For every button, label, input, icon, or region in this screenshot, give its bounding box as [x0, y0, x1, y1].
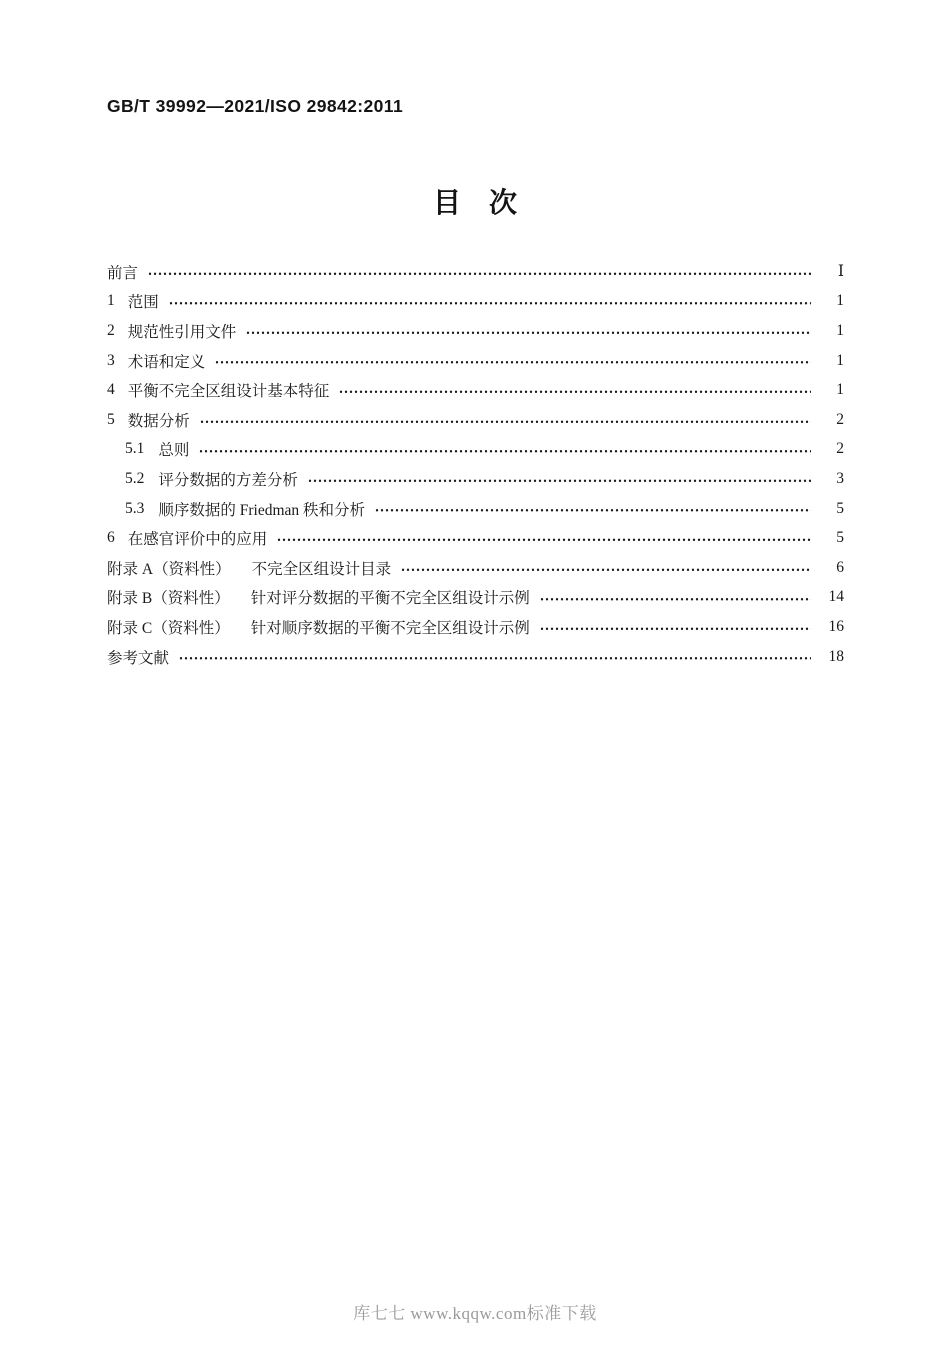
watermark-text: 库七七 www.kqqw.com标准下载 [353, 1304, 597, 1323]
toc-entry-page: 6 [836, 558, 844, 576]
toc-entry-label: 参考文献 [107, 649, 170, 667]
toc-entry-page: 16 [828, 617, 844, 635]
toc-entry-page: 14 [828, 588, 844, 606]
toc-entry-page: 5 [836, 529, 844, 547]
toc-entry-number: 附录 B（资料性） [107, 590, 230, 608]
toc-entry-page: 18 [828, 647, 844, 665]
toc-entry [107, 464, 844, 494]
toc-entry-page: 1 [836, 381, 844, 399]
toc-entry-label: 范围 [127, 294, 159, 312]
toc-entry [107, 316, 844, 346]
standard-number: GB/T 39992—2021/ISO 29842:2011 [107, 96, 404, 116]
toc-entry-number: 5.3 [125, 499, 145, 517]
dot-leader [215, 346, 811, 376]
toc-entry [107, 553, 844, 583]
toc-entry-label: 顺序数据的 Friedman 秩和分析 [158, 501, 366, 519]
dot-leader [179, 642, 811, 672]
toc-entry-label: 总则 [158, 442, 190, 460]
toc-entry-page: 5 [836, 499, 844, 517]
toc-entry-label: 术语和定义 [127, 353, 206, 371]
toc-entry-page: Ⅰ [837, 263, 844, 281]
toc-entry [107, 287, 844, 317]
toc-entry-number: 2 [107, 321, 115, 339]
toc-entry [107, 405, 844, 435]
toc-entry-label: 平衡不完全区组设计基本特征 [127, 383, 330, 401]
toc-entry-page: 1 [836, 292, 844, 310]
toc-entry-number: 5.1 [125, 440, 145, 458]
toc-entry-label: 评分数据的方差分析 [158, 471, 298, 489]
dot-leader [246, 316, 811, 346]
toc-entry-label: 在感官评价中的应用 [127, 531, 268, 549]
toc-entry-number: 附录 A（资料性） [107, 560, 231, 578]
toc-entry-number: 6 [107, 529, 115, 547]
toc-entry-page: 2 [836, 410, 844, 428]
toc-entry-label: 数据分析 [127, 412, 190, 430]
toc-entry [107, 257, 844, 287]
toc-entry-page: 1 [836, 351, 844, 369]
toc-entry-label: 不完全区组设计目录 [251, 560, 392, 578]
toc-entry-number: 5 [107, 410, 115, 428]
toc-entry-number: 4 [107, 381, 115, 399]
toc-entry-label: 前言 [107, 264, 139, 282]
dot-leader [308, 464, 811, 494]
dot-leader [169, 287, 811, 317]
toc-entry [107, 612, 844, 642]
toc-entry-number: 5.2 [125, 469, 145, 487]
toc-entry-page: 1 [836, 321, 844, 339]
dot-leader [375, 494, 811, 524]
dot-leader [540, 612, 811, 642]
dot-leader [200, 405, 811, 435]
dot-leader [148, 257, 811, 287]
toc-entry-number: 3 [107, 351, 115, 369]
toc-entry-label: 针对评分数据的平衡不完全区组设计示例 [250, 590, 530, 608]
toc-entry [107, 375, 844, 405]
toc-entry-label: 针对顺序数据的平衡不完全区组设计示例 [250, 619, 530, 637]
toc-entry [107, 583, 844, 613]
toc-entry-number: 附录 C（资料性） [107, 619, 230, 637]
dot-leader [540, 583, 811, 613]
toc-entry [107, 435, 844, 465]
toc-entry-page: 3 [836, 469, 844, 487]
dot-leader [277, 523, 811, 553]
toc-entry [107, 642, 844, 672]
toc-list [107, 257, 844, 671]
toc-entry-number: 1 [107, 292, 115, 310]
dot-leader [199, 435, 811, 465]
toc-entry [107, 494, 844, 524]
toc-entry [107, 346, 844, 376]
toc-entry-label: 规范性引用文件 [127, 323, 237, 341]
dot-leader [339, 375, 811, 405]
toc-entry-page: 2 [836, 440, 844, 458]
toc-entry [107, 523, 844, 553]
dot-leader [401, 553, 811, 583]
page-title: 目 次 [432, 187, 517, 218]
